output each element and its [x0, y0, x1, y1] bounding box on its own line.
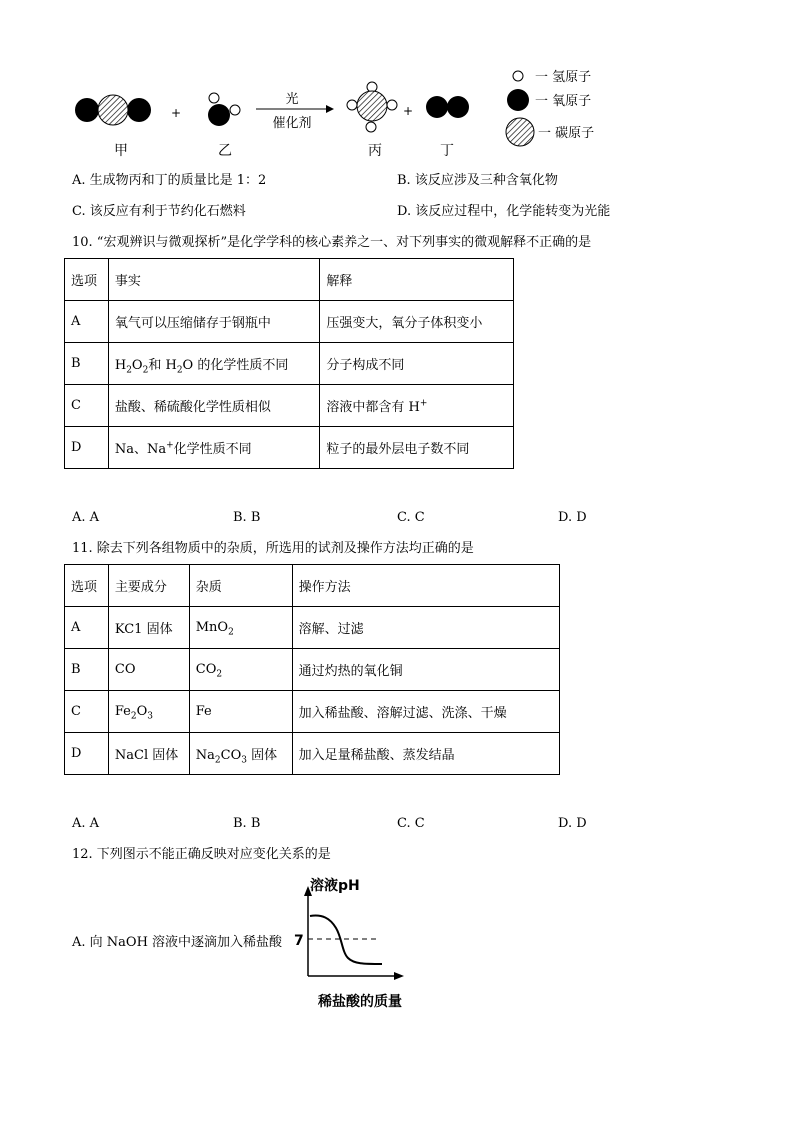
cell-option: C	[65, 385, 109, 427]
q9-option-b: B. 该反应涉及三种含氧化物	[397, 173, 558, 188]
cell-method: 通过灼热的氧化铜	[292, 649, 559, 691]
legend-oxygen-label: 一 氧原子	[535, 94, 592, 109]
q10-answer-c: C. C	[397, 510, 425, 525]
table-header-row	[65, 565, 560, 607]
header-option: 选项	[65, 259, 109, 301]
molecule-ding	[426, 96, 469, 118]
cell-method: 加入稀盐酸、溶解过滤、洗涤、干燥	[292, 691, 559, 733]
cell-explanation: 粒子的最外层电子数不同	[320, 427, 514, 469]
table-row	[65, 733, 560, 775]
cell-method: 加入足量稀盐酸、蒸发结晶	[292, 733, 559, 775]
table-row	[65, 427, 514, 469]
subscript: 2	[130, 711, 137, 722]
superscript: +	[419, 398, 428, 409]
arrow-condition-light: 光	[285, 92, 299, 107]
table-row	[65, 385, 514, 427]
superscript: +	[166, 440, 174, 451]
cell-option: D	[65, 733, 109, 775]
cell-option: B	[65, 649, 109, 691]
text-run: 化学性质不同	[173, 442, 252, 457]
text-run: Na、Na	[114, 442, 167, 457]
header-option: 选项	[65, 565, 109, 607]
cell-option: C	[65, 691, 109, 733]
q10-stem: 10. “宏观辨识与微观探析”是化学学科的核心素养之一、对下列事实的微观解释不正确的是	[72, 235, 592, 250]
text-run: Fe	[114, 704, 131, 719]
plus-sign-1: +	[170, 106, 182, 120]
table-row	[65, 343, 514, 385]
cell-option: B	[65, 343, 109, 385]
subscript: 3	[147, 711, 154, 722]
reference-label-7: 7	[294, 933, 304, 949]
text-run: O 的化学性质不同	[182, 358, 289, 373]
q11-stem: 11. 除去下列各组物质中的杂质，所选用的试剂及操作方法均正确的是	[72, 541, 474, 556]
text-run: CO	[220, 748, 242, 763]
label-jia: 甲	[114, 143, 128, 159]
ph-curve	[310, 916, 382, 965]
table-header-row	[65, 259, 514, 301]
cell-impurity: Fe	[189, 691, 292, 733]
cell-explanation: 分子构成不同	[320, 343, 514, 385]
q10-answer-b: B. B	[233, 510, 261, 525]
label-ding: 丁	[440, 143, 454, 159]
cell-fact: 氧气可以压缩储存于钢瓶中	[108, 301, 320, 343]
q9-option-a: A. 生成物丙和丁的质量比是 1：2	[72, 173, 267, 188]
table-row	[65, 691, 560, 733]
q12-option-a: A. 向 NaOH 溶液中逐滴加入稀盐酸	[72, 935, 283, 950]
cell-fact: 盐酸、稀硫酸化学性质相似	[108, 385, 320, 427]
cell-explanation	[320, 385, 514, 427]
subscript: 2	[126, 365, 132, 376]
chart-ylabel: 溶液pH	[310, 878, 360, 894]
header-method: 操作方法	[292, 565, 559, 607]
table-row	[65, 649, 560, 691]
legend-oxygen-swatch	[507, 89, 529, 111]
q10-table	[64, 258, 514, 469]
q11-table	[64, 564, 560, 775]
ph-chart	[288, 872, 418, 1014]
legend-carbon-label: 一 碳原子	[538, 126, 595, 141]
subscript: 2	[216, 669, 223, 680]
header-impurity: 杂质	[189, 565, 292, 607]
cell-main: KC1 固体	[108, 607, 189, 649]
cell-main: NaCl 固体	[108, 733, 189, 775]
cell-impurity	[189, 733, 292, 775]
q9-option-c: C. 该反应有利于节约化石燃料	[72, 204, 246, 219]
cell-method: 溶解、过滤	[292, 607, 559, 649]
text-run: MnO	[195, 620, 229, 635]
molecule-bing	[347, 82, 397, 132]
q10-answer-d: D. D	[558, 510, 587, 525]
reaction-diagram	[60, 60, 620, 165]
legend-hydrogen-swatch	[513, 71, 523, 81]
cell-impurity	[189, 649, 292, 691]
x-axis-arrow	[394, 972, 404, 980]
q11-answer-d: D. D	[558, 816, 587, 831]
subscript: 2	[214, 755, 221, 766]
subscript: 2	[142, 365, 149, 376]
q10-answer-a: A. A	[72, 510, 100, 525]
text-run: 和 H	[148, 358, 177, 373]
cell-fact	[108, 343, 320, 385]
text-run: H	[114, 358, 127, 373]
chart-xlabel: 稀盐酸的质量	[318, 994, 402, 1010]
subscript: 2	[228, 627, 234, 638]
table-row	[65, 607, 560, 649]
q12-stem: 12. 下列图示不能正确反映对应变化关系的是	[72, 847, 331, 862]
q9-option-d: D. 该反应过程中，化学能转变为光能	[397, 204, 611, 219]
text-run: O	[136, 704, 148, 719]
q11-answer-a: A. A	[72, 816, 100, 831]
text-run: 固体	[246, 748, 278, 763]
cell-option: A	[65, 607, 109, 649]
cell-fact	[108, 427, 320, 469]
plus-sign-2: +	[402, 104, 414, 118]
header-explanation: 解释	[320, 259, 514, 301]
cell-explanation: 压强变大，氧分子体积变小	[320, 301, 514, 343]
text-run: Na	[195, 748, 215, 763]
legend-carbon-swatch	[506, 118, 534, 146]
cell-main: CO	[108, 649, 189, 691]
header-fact: 事实	[108, 259, 320, 301]
text-run: O	[131, 358, 143, 373]
cell-option: A	[65, 301, 109, 343]
q11-answer-c: C. C	[397, 816, 425, 831]
label-yi: 乙	[218, 143, 232, 159]
arrow-condition-catalyst: 催化剂	[272, 116, 312, 131]
subscript: 3	[241, 755, 247, 766]
cell-option: D	[65, 427, 109, 469]
text-run: 溶液中都含有 H	[326, 400, 420, 415]
text-run: CO	[195, 662, 217, 677]
cell-impurity	[189, 607, 292, 649]
cell-main	[108, 691, 189, 733]
molecule-jia	[75, 95, 151, 125]
molecule-yi	[208, 93, 240, 126]
legend-hydrogen-label: 一 氢原子	[535, 70, 592, 85]
q11-answer-b: B. B	[233, 816, 261, 831]
table-row	[65, 301, 514, 343]
header-main-component: 主要成分	[108, 565, 189, 607]
subscript: 2	[176, 365, 183, 376]
legend	[506, 70, 594, 146]
label-bing: 丙	[368, 143, 382, 159]
